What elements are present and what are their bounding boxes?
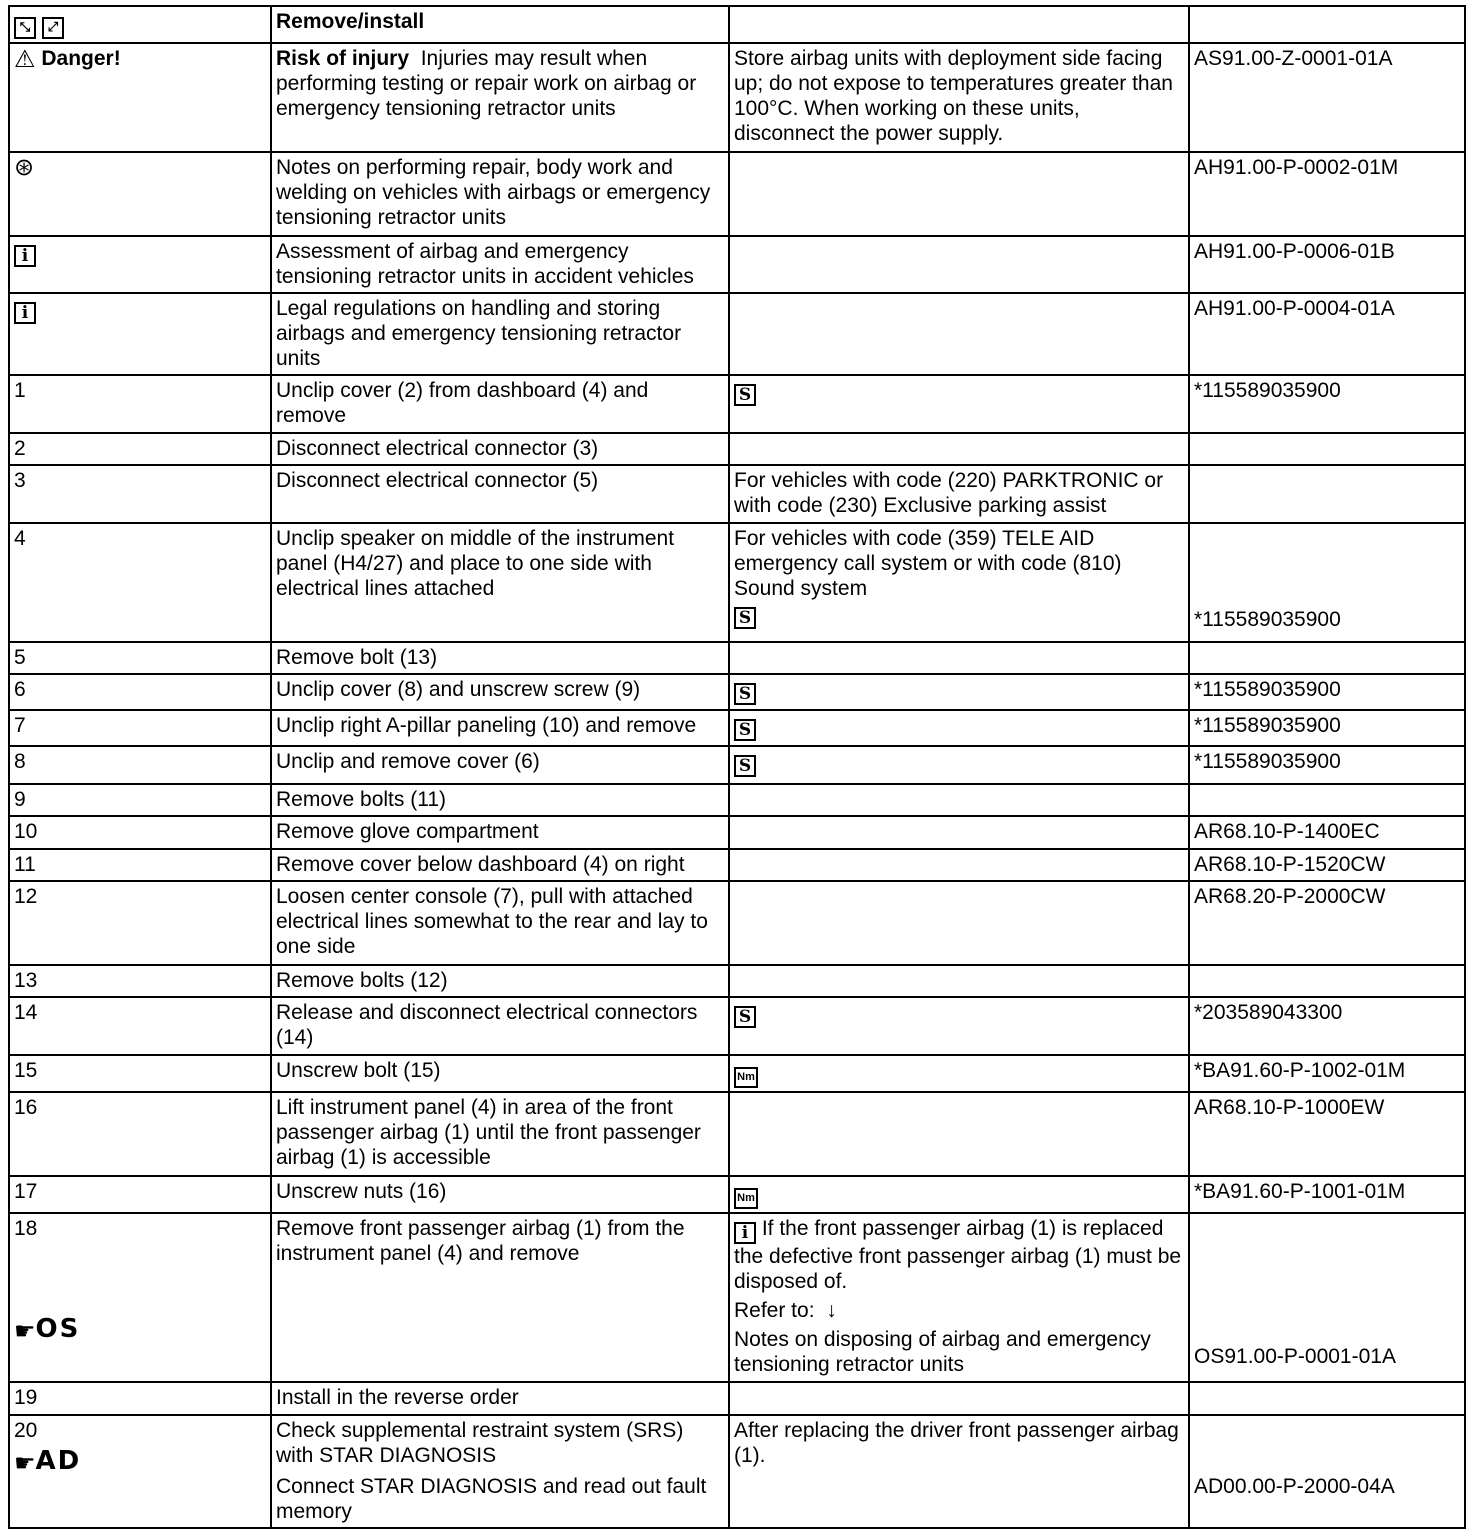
step-number: 10 <box>9 816 271 849</box>
note-text: Legal regulations on handling and storing airbags and emergency tensioning retractor units <box>271 293 729 375</box>
step-row <box>9 1382 1465 1415</box>
step-note-block <box>734 1216 1184 1294</box>
step-row <box>9 849 1465 881</box>
step-ref <box>1189 433 1465 465</box>
header-empty <box>1189 6 1465 43</box>
step-row <box>9 881 1465 965</box>
step-note-cell <box>729 965 1189 997</box>
note-empty <box>729 236 1189 293</box>
header-icons-cell <box>9 6 271 43</box>
step-ref[interactable]: *115589035900 <box>1194 608 1341 631</box>
ref-code-label: AD <box>35 1446 82 1476</box>
spacer <box>14 1241 266 1317</box>
note-ref[interactable]: AH91.00-P-0006-01B <box>1189 236 1465 293</box>
step-ref[interactable]: *115589035900 <box>1189 746 1465 784</box>
step-text: Remove front passenger airbag (1) from the instrument panel (4) and remove <box>271 1213 729 1382</box>
danger-note: Store airbag units with deployment side facing up; do not expose to temperatures greater than 100°C. When working on these units, disconnect the power supply. <box>729 43 1189 152</box>
ref-code-ad[interactable] <box>14 1446 266 1477</box>
step-text: Remove bolts (12) <box>271 965 729 997</box>
step-text: Disconnect electrical connector (5) <box>271 465 729 523</box>
step-ref[interactable]: *203589043300 <box>1189 997 1465 1055</box>
info-icon: i <box>14 245 36 267</box>
step-ref[interactable]: AR68.10-P-1400EC <box>1189 816 1465 849</box>
step-note-cell <box>729 1176 1189 1213</box>
special-tool-icon[interactable]: S <box>734 384 756 406</box>
step-ref-cell <box>1189 523 1465 642</box>
step-row <box>9 997 1465 1055</box>
note-icon-cell <box>9 236 271 293</box>
header-row <box>9 6 1465 43</box>
info-icon: i <box>734 1222 756 1244</box>
spacer <box>1194 1216 1460 1344</box>
special-tool-icon[interactable]: S <box>734 719 756 741</box>
step-number: 16 <box>9 1092 271 1176</box>
step-number: 1 <box>9 375 271 433</box>
step-ref-cell <box>1189 1415 1465 1528</box>
step-ref[interactable]: AD00.00-P-2000-04A <box>1194 1475 1395 1498</box>
step-number: 19 <box>9 1382 271 1415</box>
special-tool-icon[interactable]: S <box>734 607 756 629</box>
expand-icon: ⤢ <box>42 17 64 39</box>
step-note-cell <box>729 710 1189 746</box>
step-number: 18 <box>14 1217 38 1240</box>
step-ref[interactable]: *BA91.60-P-1002-01M <box>1189 1055 1465 1092</box>
step-ref[interactable]: AR68.10-P-1520CW <box>1189 849 1465 881</box>
step-row <box>9 1055 1465 1092</box>
step-note-cell <box>729 881 1189 965</box>
header-title: Remove/install <box>271 6 729 43</box>
pointing-hand-icon: ☛ <box>14 1317 36 1345</box>
header-empty <box>729 6 1189 43</box>
step-text: Remove bolts (11) <box>271 784 729 816</box>
step-ref <box>1189 465 1465 523</box>
step-text: Lift instrument panel (4) in area of the front passenger airbag (1) until the front passenger airbag (1) is accessible <box>271 1092 729 1176</box>
step-ref <box>1189 784 1465 816</box>
danger-text-cell <box>271 43 729 152</box>
step-text: Unscrew nuts (16) <box>271 1176 729 1213</box>
step-note-cell <box>729 816 1189 849</box>
note-row <box>9 293 1465 375</box>
step-number-cell <box>9 1415 271 1528</box>
refer-label: Refer to: <box>734 1299 815 1322</box>
step-text: Remove glove compartment <box>271 816 729 849</box>
step-number: 11 <box>9 849 271 881</box>
special-tool-icon[interactable]: S <box>734 683 756 705</box>
step-note-cell <box>729 674 1189 710</box>
step-row <box>9 746 1465 784</box>
note-icon-cell <box>9 152 271 236</box>
step-number: 20 <box>14 1419 38 1442</box>
step-text: Disconnect electrical connector (3) <box>271 433 729 465</box>
step-number: 4 <box>9 523 271 642</box>
step-number-cell <box>9 1213 271 1382</box>
step-number: 8 <box>9 746 271 784</box>
step-note-cell <box>729 523 1189 642</box>
step-note-cell <box>729 375 1189 433</box>
torque-icon[interactable]: Nm <box>734 1188 758 1209</box>
step-note: For vehicles with code (359) TELE AID emergency call system or with code (810) Sound system <box>734 527 1122 600</box>
step-ref[interactable]: *115589035900 <box>1189 674 1465 710</box>
step-number: 6 <box>9 674 271 710</box>
note-empty <box>729 293 1189 375</box>
pointing-hand-icon: ☛ <box>14 1449 36 1477</box>
step-number: 17 <box>9 1176 271 1213</box>
step-note-cell <box>729 784 1189 816</box>
refer-text: Notes on disposing of airbag and emergency tensioning retractor units <box>734 1328 1151 1376</box>
step-number: 14 <box>9 997 271 1055</box>
step-text: Release and disconnect electrical connectors (14) <box>271 997 729 1055</box>
refer-to-line <box>734 1298 1184 1323</box>
danger-label-cell <box>9 43 271 152</box>
step-row <box>9 523 1465 642</box>
step-ref[interactable]: *BA91.60-P-1001-01M <box>1189 1176 1465 1213</box>
circle-info-icon: ⊛ <box>14 153 35 181</box>
danger-text: Injuries may result when performing testing or repair work on airbag or emergency tensioning retractor units <box>276 47 697 120</box>
step-number: 13 <box>9 965 271 997</box>
step-number: 3 <box>9 465 271 523</box>
spacer <box>1194 1418 1460 1474</box>
warning-icon: ⚠ <box>14 45 36 73</box>
note-row <box>9 152 1465 236</box>
step-ref[interactable]: *115589035900 <box>1189 710 1465 746</box>
step-text-2: Connect STAR DIAGNOSIS and read out fault memory <box>276 1475 707 1523</box>
step-ref <box>1189 1382 1465 1415</box>
step-number: 2 <box>9 433 271 465</box>
step-note: After replacing the driver front passenger airbag (1). <box>729 1415 1189 1528</box>
step-text-cell <box>271 1415 729 1528</box>
step-ref[interactable]: AR68.10-P-1000EW <box>1189 1092 1465 1176</box>
step-note-cell <box>729 1213 1189 1382</box>
ref-code-os[interactable] <box>14 1314 266 1345</box>
step-row <box>9 1213 1465 1382</box>
step-ref[interactable]: OS91.00-P-0001-01A <box>1194 1345 1396 1368</box>
step-note-cell <box>729 849 1189 881</box>
step-ref[interactable]: *115589035900 <box>1189 375 1465 433</box>
step-row <box>9 674 1465 710</box>
step-row <box>9 784 1465 816</box>
note-ref[interactable]: AH91.00-P-0004-01A <box>1189 293 1465 375</box>
step-note-cell <box>729 433 1189 465</box>
step-note: If the front passenger airbag (1) is replaced the defective front passenger airbag (1) must be disposed of. <box>734 1217 1182 1293</box>
step-text: Unscrew bolt (15) <box>271 1055 729 1092</box>
step-text: Unclip cover (2) from dashboard (4) and remove <box>271 375 729 433</box>
step-note: For vehicles with code (220) PARKTRONIC or with code (230) Exclusive parking assist <box>729 465 1189 523</box>
step-row <box>9 816 1465 849</box>
step-row <box>9 433 1465 465</box>
step-number: 7 <box>9 710 271 746</box>
step-row <box>9 965 1465 997</box>
danger-ref: AS91.00-Z-0001-01A <box>1189 43 1465 152</box>
torque-icon[interactable]: Nm <box>734 1067 758 1088</box>
step-row <box>9 375 1465 433</box>
danger-title: Risk of injury <box>276 47 410 70</box>
step-text: Unclip right A-pillar paneling (10) and remove <box>271 710 729 746</box>
step-note-cell <box>729 642 1189 674</box>
down-arrow-icon: ↓ <box>826 1299 837 1322</box>
step-row <box>9 465 1465 523</box>
step-text: Install in the reverse order <box>271 1382 729 1415</box>
step-text: Remove bolt (13) <box>271 642 729 674</box>
step-row <box>9 1176 1465 1213</box>
step-row <box>9 642 1465 674</box>
step-ref <box>1189 642 1465 674</box>
special-tool-icon[interactable]: S <box>734 755 756 777</box>
step-text: Unclip cover (8) and unscrew screw (9) <box>271 674 729 710</box>
danger-row <box>9 43 1465 152</box>
step-ref[interactable]: AR68.20-P-2000CW <box>1189 881 1465 965</box>
step-number: 9 <box>9 784 271 816</box>
expand-icon: ⤡ <box>14 17 36 39</box>
note-empty <box>729 152 1189 236</box>
step-note-cell <box>729 746 1189 784</box>
step-row <box>9 1092 1465 1176</box>
step-note-cell <box>729 1382 1189 1415</box>
danger-label: Danger! <box>41 47 121 70</box>
procedure-table <box>8 5 1466 1529</box>
note-icon-cell <box>9 293 271 375</box>
special-tool-icon[interactable]: S <box>734 1006 756 1028</box>
step-number: 5 <box>9 642 271 674</box>
step-row <box>9 1415 1465 1528</box>
step-note-cell <box>729 1092 1189 1176</box>
note-text: Assessment of airbag and emergency tensioning retractor units in accident vehicles <box>271 236 729 293</box>
step-ref <box>1189 965 1465 997</box>
step-number: 12 <box>9 881 271 965</box>
info-icon: i <box>14 302 36 324</box>
step-ref-cell <box>1189 1213 1465 1382</box>
step-row <box>9 710 1465 746</box>
note-ref[interactable]: AH91.00-P-0002-01M <box>1189 152 1465 236</box>
step-text: Unclip speaker on middle of the instrument panel (H4/27) and place to one side with electrical lines attached <box>271 523 729 642</box>
note-text: Notes on performing repair, body work and welding on vehicles with airbags or emergency tensioning retractor units <box>271 152 729 236</box>
step-text: Check supplemental restraint system (SRS) with STAR DIAGNOSIS <box>276 1419 684 1467</box>
step-text: Loosen center console (7), pull with attached electrical lines somewhat to the rear and lay to one side <box>271 881 729 965</box>
step-text: Unclip and remove cover (6) <box>271 746 729 784</box>
ref-code-label: OS <box>35 1314 81 1344</box>
note-row <box>9 236 1465 293</box>
step-note-cell <box>729 997 1189 1055</box>
step-note-cell <box>729 1055 1189 1092</box>
step-text: Remove cover below dashboard (4) on right <box>271 849 729 881</box>
step-number: 15 <box>9 1055 271 1092</box>
